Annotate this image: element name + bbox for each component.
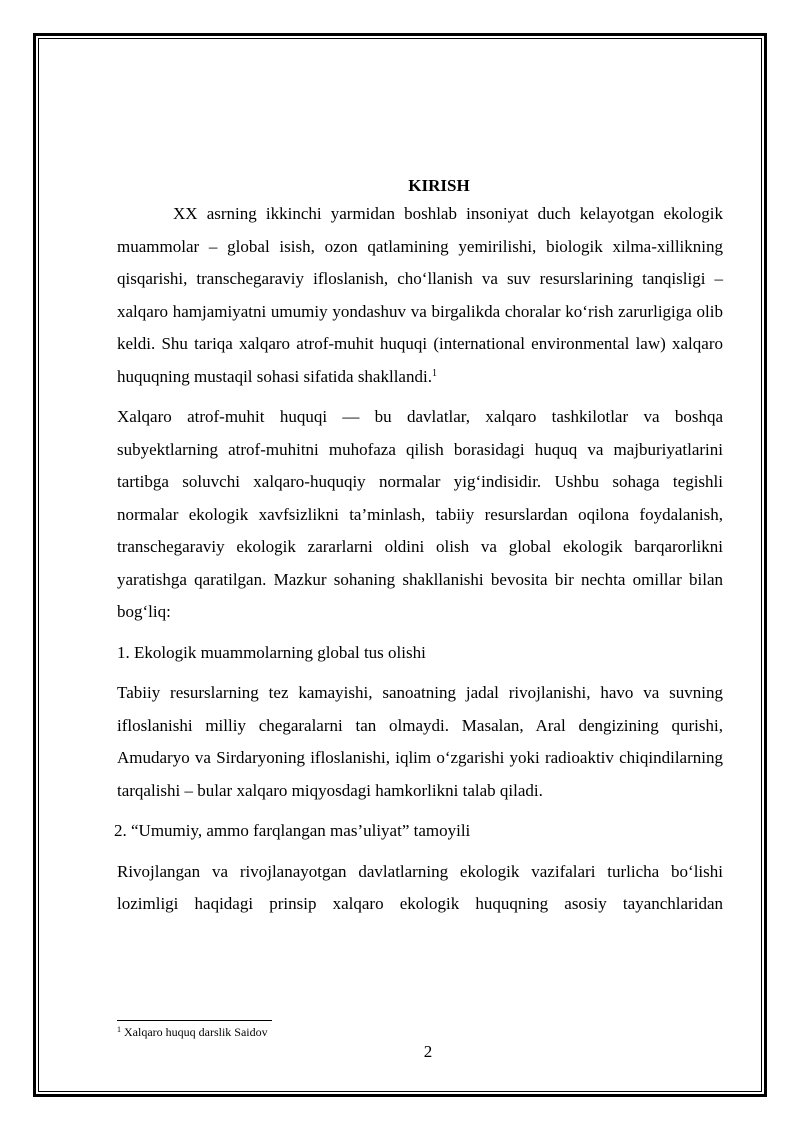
footnote-text: Xalqaro huquq darslik Saidov — [124, 1025, 268, 1039]
intro-paragraph — [117, 198, 723, 393]
definition-paragraph: Xalqaro atrof-muhit huquqi — bu davlatlar, xalqaro tashkilotlar va boshqa subyektlarning atrof-muhitni muhofaza qilish borasidagi huquq va majburiyatlarini tartibga soluvchi xalqaro-huquqiy normalar yig‘indisidir. Ushbu sohaga tegishli normalar ekologik xavfsizlikni ta’minlash, tabiiy resurslardan oqilona foydalanish, transchegaraviy ekologik zararlarni oldini olish va global ekologik barqarorlikni yaratishga qaratilgan. Mazkur sohaning shakllanishi bevosita bir nechta omillar bilan bog‘liq: — [117, 407, 723, 621]
section-heading: KIRISH — [408, 176, 470, 195]
footnote-separator — [117, 1020, 272, 1021]
list-item-1-title: 1. Ekologik muammolarning global tus olishi — [117, 642, 426, 662]
intro-text: XX asrning ikkinchi yarmidan boshlab insoniyat duch kelayotgan ekologik muammolar – global isish, ozon qatlamining yemirilishi, biologik xilma-xillikning qisqarishi, transchegaraviy ifloslanish, cho‘llanish va suv resurslarining tanqisligi – xalqaro hamjamiyatni umumiy yondashuv va birgalikda choralar ko‘rish zarurligiga olib keldi. Shu tariqa xalqaro atrof-muhit huquqi (international environmental law) xalqaro huquqning mustaqil sohasi sifatida shakllandi. — [117, 204, 723, 386]
page-number: 2 — [423, 1042, 433, 1061]
list-item-2-text: Rivojlangan va rivojlanayotgan davlatlarning ekologik vazifalari turlicha bo‘lishi lozimligi haqidagi prinsip xalqaro ekologik huquqning asosiy tayanchlaridan — [117, 861, 723, 913]
document-body — [114, 174, 723, 921]
footnote-number: 1 — [117, 1025, 121, 1034]
footnote — [117, 1025, 268, 1039]
footnote-reference: 1 — [431, 367, 437, 379]
list-item-1-text: Tabiiy resurslarning tez kamayishi, sanoatning jadal rivojlanishi, havo va suvning ifloslanishi milliy chegaralarni tan olmaydi. Masalan, Aral dengizining qurishi, Amudaryo va Sirdaryoning ifloslanishi, iqlim o‘zgarishi yoki radioaktiv chiqindilarning tarqalishi – bular xalqaro miqyosdagi hamkorlikni talab qiladi. — [117, 683, 723, 800]
list-item-2-title: 2. “Umumiy, ammo farqlangan mas’uliyat” tamoyili — [114, 821, 471, 840]
